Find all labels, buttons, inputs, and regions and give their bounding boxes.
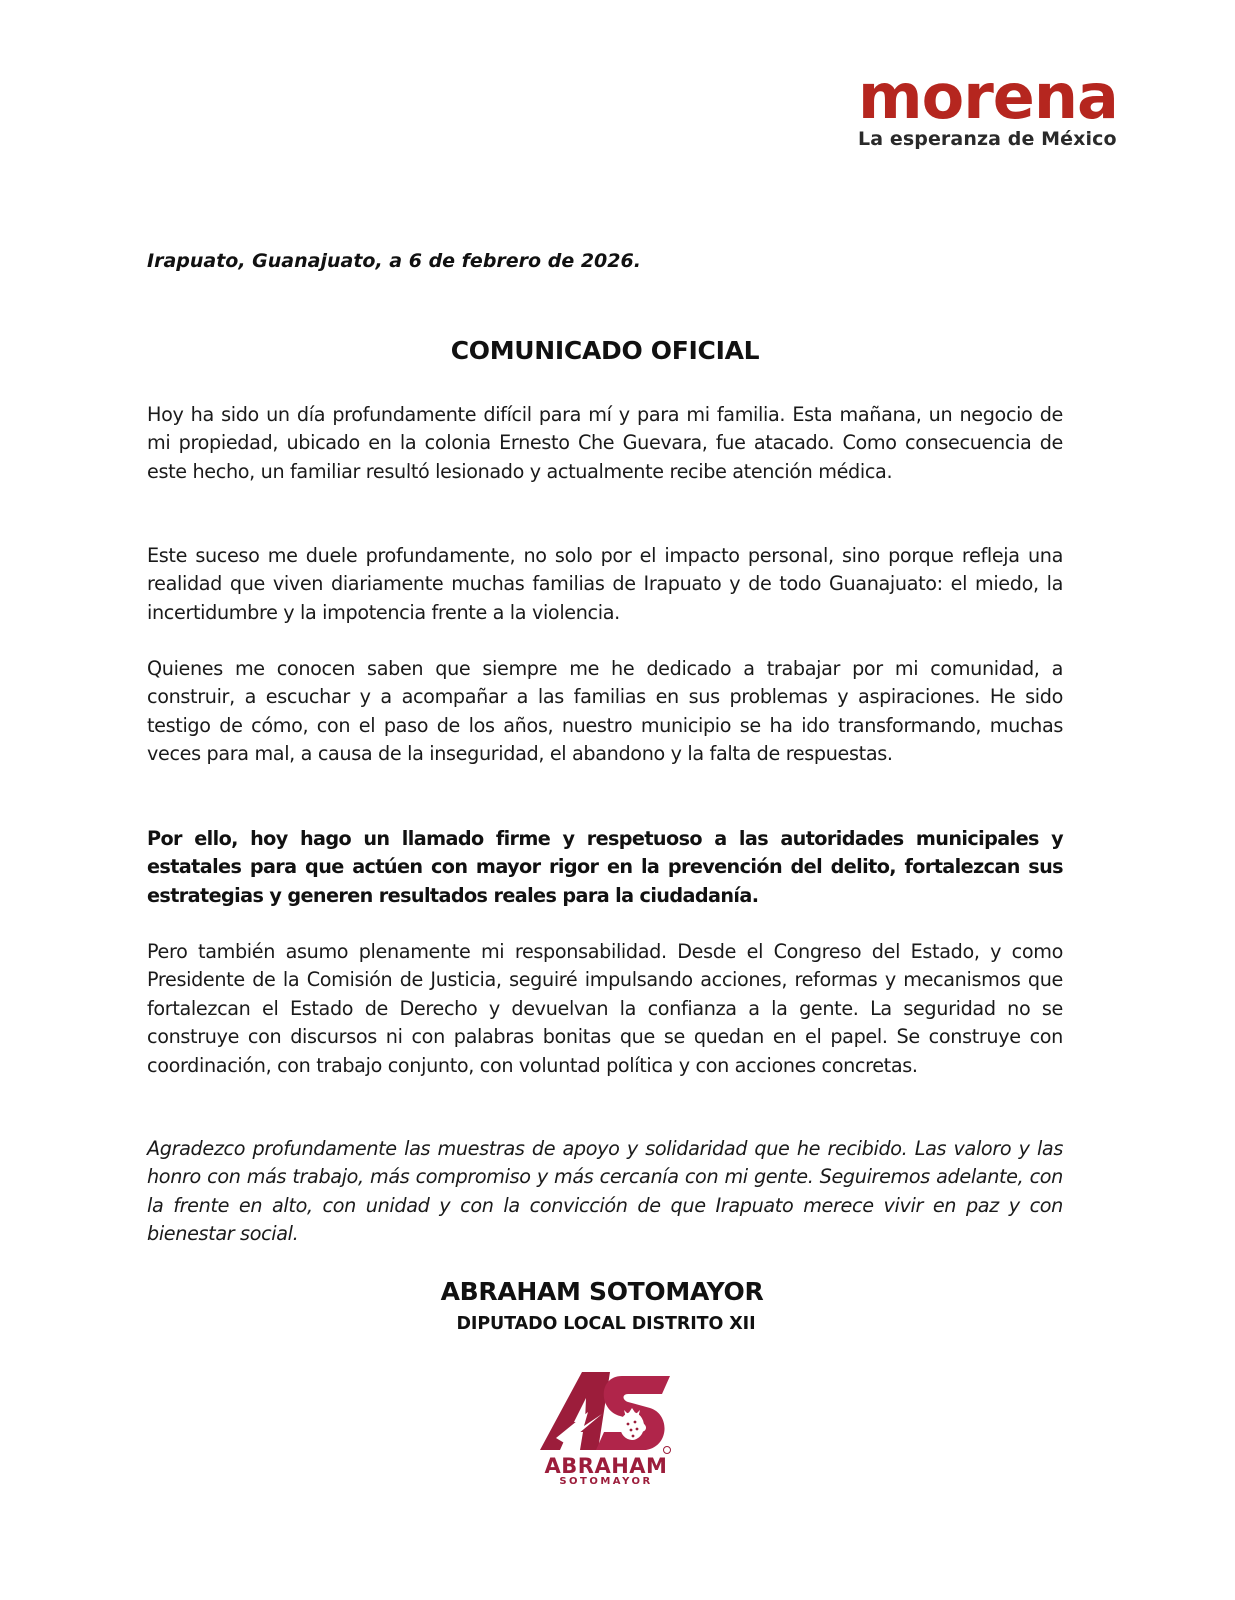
paragraph-call-to-action: Por ello, hoy hago un llamado firme y respetuoso a las autoridades municipales y estatales para que actúen con mayor rigor en la prevención del delito, fortalezcan sus estrategias y generen resultados reales para la ciudadanía. bbox=[147, 827, 1063, 907]
abraham-sotomayor-logo bbox=[536, 1368, 676, 1493]
document-title: COMUNICADO OFICIAL bbox=[450, 336, 760, 365]
paragraph-3: Quienes me conocen saben que siempre me he dedicado a trabajar por mi comunidad, a construir, a escuchar y a acompañar a las familias en sus problemas y aspiraciones. He sido testigo de cómo, con el paso de los años, nuestro municipio se ha ido transformando, muchas veces para mal, a causa de la inseguridad, el abandono y la falta de respuestas. bbox=[147, 657, 1063, 766]
signature-role: DIPUTADO LOCAL DISTRITO XII bbox=[456, 1314, 756, 1334]
logo-word-sotomayor: SOTOMAYOR bbox=[559, 1476, 653, 1487]
paragraph-5: Pero también asumo plenamente mi responsabilidad. Desde el Congreso del Estado, y como Presidente de la Comisión de Justicia, seguiré impulsando acciones, reformas y mecanismos que fortalezcan el Estado de Derecho y devuelvan la confianza a la gente. La seguridad no se construye con discursos ni con palabras bonitas que se quedan en el papel. Se construye con coordinación, con trabajo conjunto, con voluntad política y con acciones concretas. bbox=[147, 940, 1063, 1077]
morena-logo bbox=[858, 60, 1120, 150]
logo-word-abraham: ABRAHAM bbox=[544, 1454, 668, 1478]
signature-name: ABRAHAM SOTOMAYOR bbox=[440, 1277, 764, 1306]
signature-block bbox=[0, 1277, 1204, 1334]
morena-logo-word: morena bbox=[858, 60, 1118, 133]
paragraph-2: Este suceso me duele profundamente, no solo por el impacto personal, sino porque refleja una realidad que viven diariamente muchas familias de Irapuato y de todo Guanajuato: el miedo, la incertidumbre y la impotencia frente a la violencia. bbox=[147, 544, 1063, 624]
paragraph-1: Hoy ha sido un día profundamente difícil para mí y para mi familia. Esta mañana, un negocio de mi propiedad, ubicado en la colonia Ernesto Che Guevara, fue atacado. Como consecuencia de este hecho, un familiar resultó lesionado y actualmente recibe atención médica. bbox=[147, 403, 1063, 483]
paragraph-closing: Agradezco profundamente las muestras de apoyo y solidaridad que he recibido. Las valoro y las honro con más trabajo, más compromiso y más cercanía con mi gente. Seguiremos adelante, con la frente en alto, con unidad y con la convicción de que Irapuato merece vivir en paz y con bienestar social. bbox=[147, 1137, 1063, 1246]
morena-logo-tagline: La esperanza de México bbox=[858, 128, 1117, 150]
place-date: Irapuato, Guanajuato, a 6 de febrero de 2026. bbox=[147, 250, 641, 272]
as-monogram-icon bbox=[536, 1368, 676, 1456]
